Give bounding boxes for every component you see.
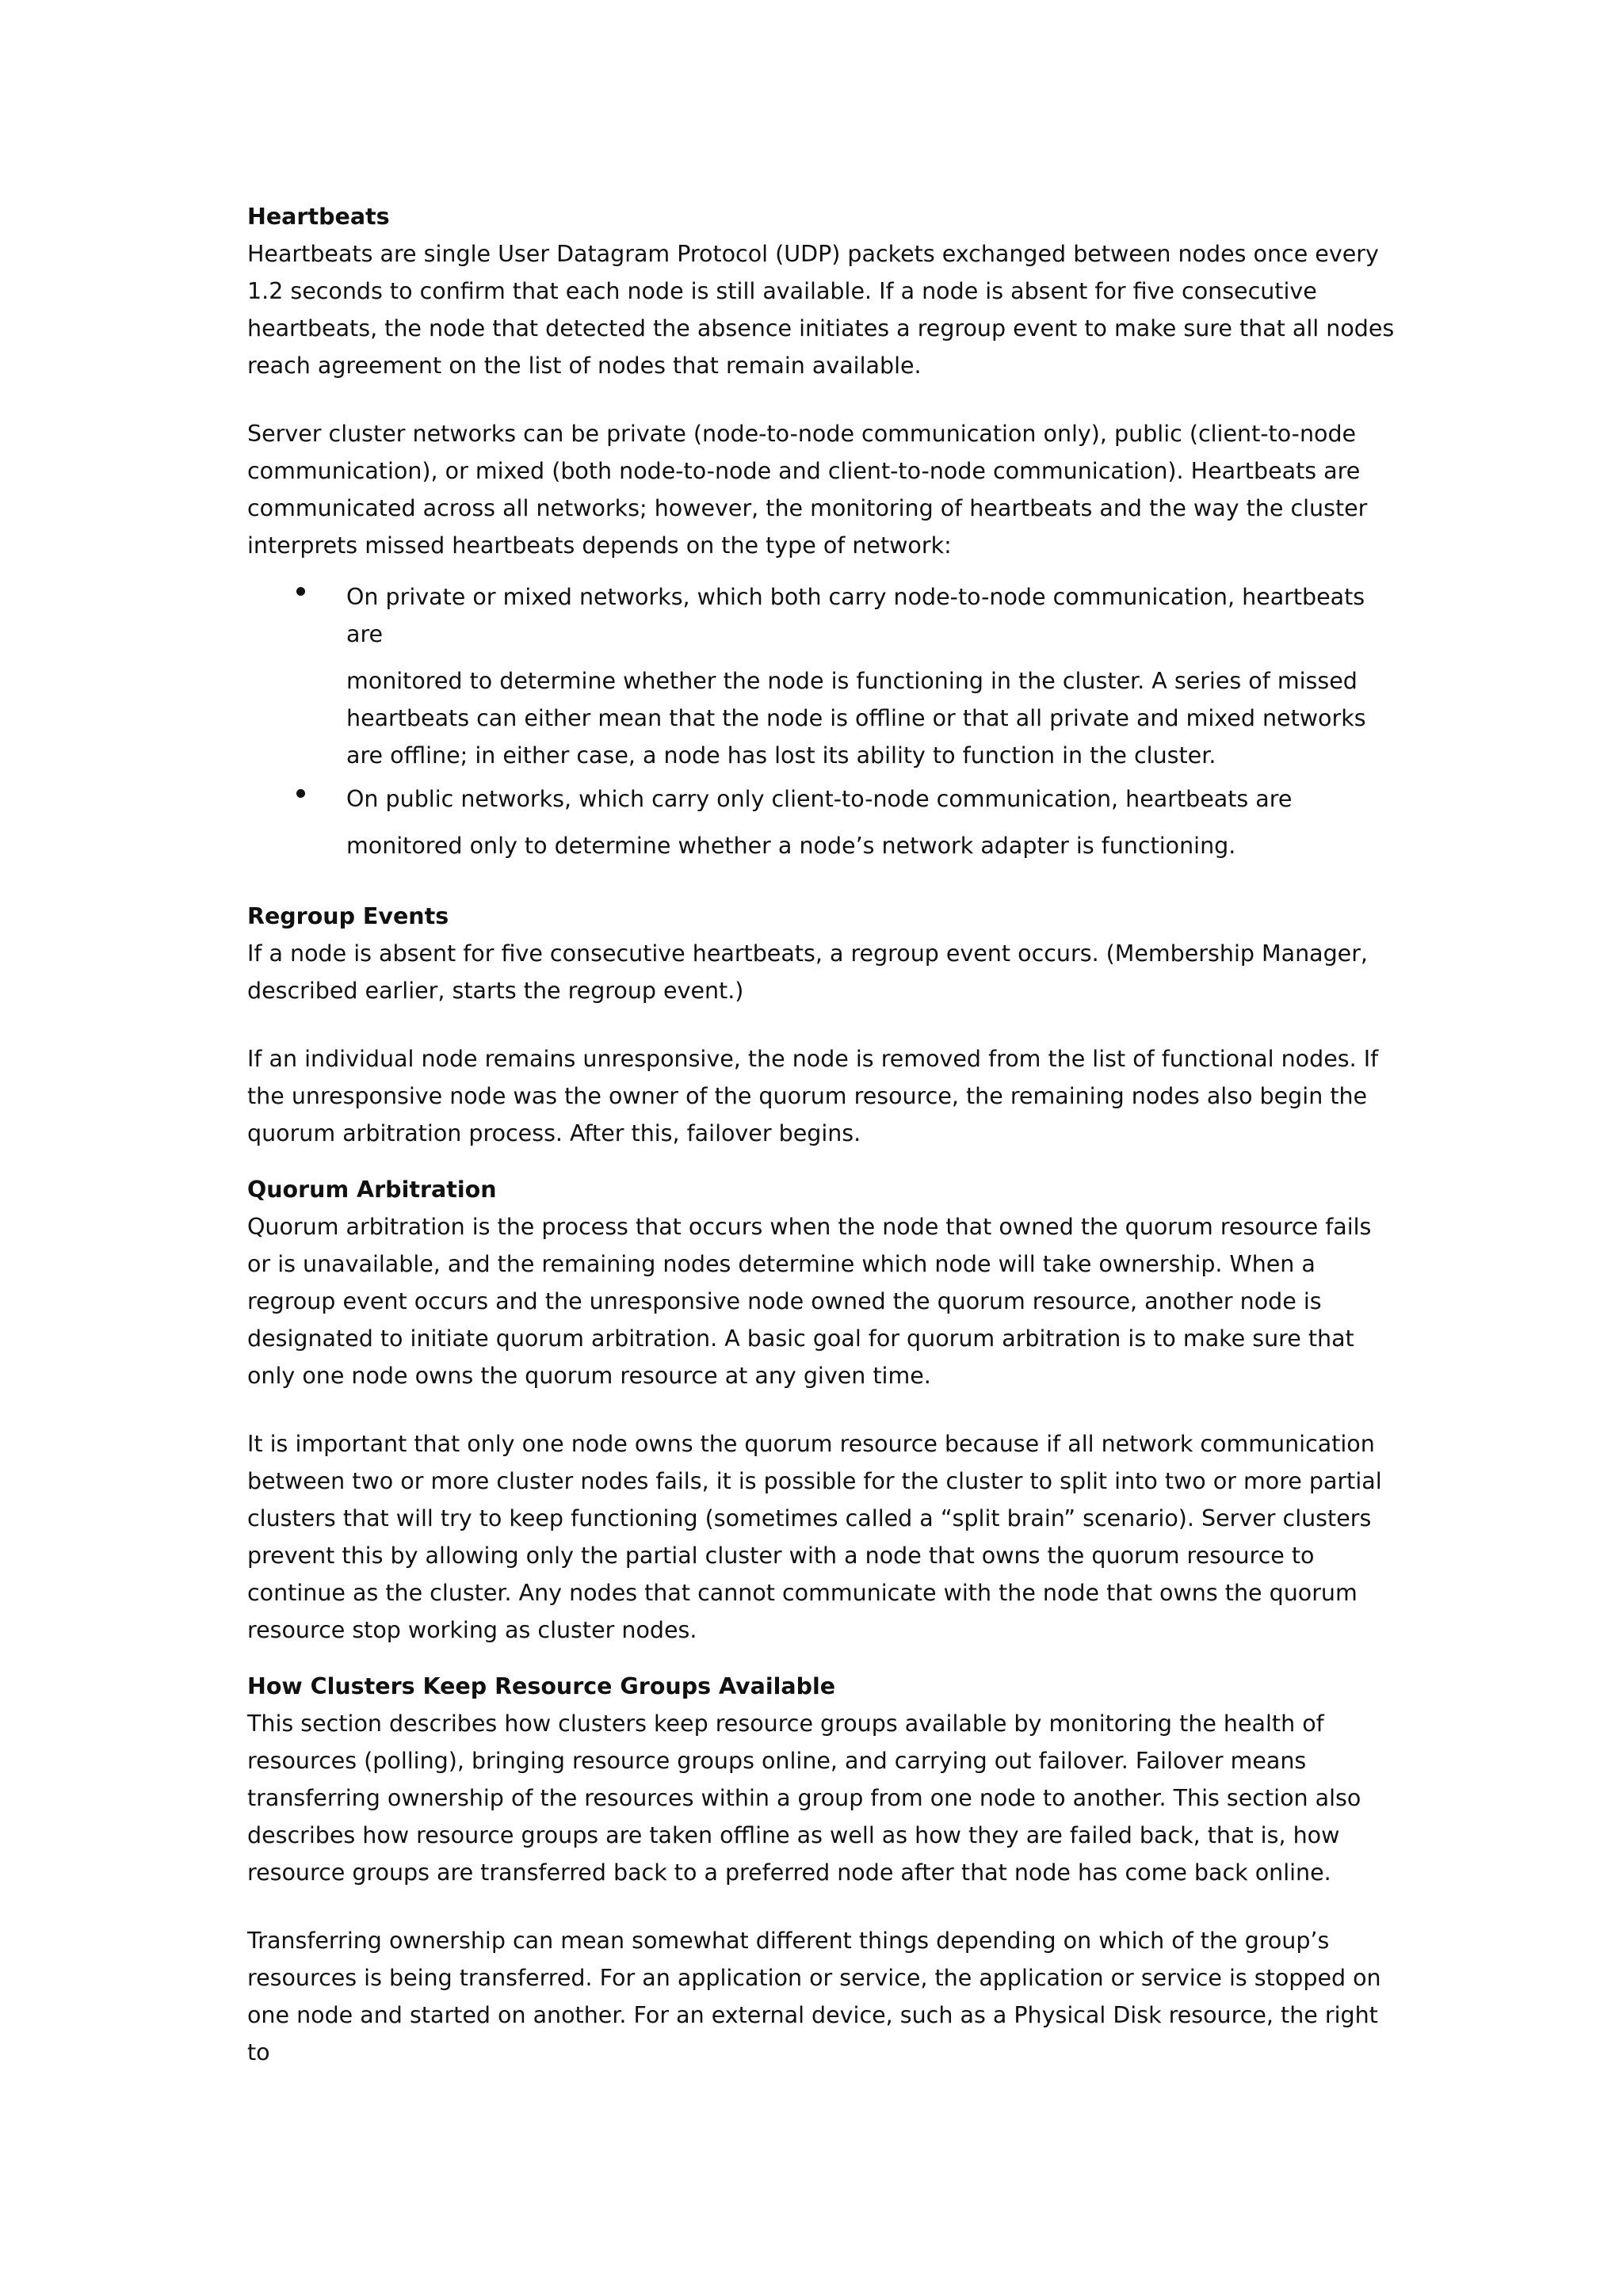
bullet-text: monitored only to determine whether a node’s network adapter is functioning. (346, 833, 1236, 859)
paragraph: If a node is absent for five consecutive heartbeats, a regroup event occurs. (Membership Manager, described earlier, starts the regroup event.) (247, 940, 1368, 1004)
paragraph: Server cluster networks can be private (node-to-node communication only), public (client-to-node communication), or mixed (both node-to-node and client-to-node communication). Heartbeats are communicated across all networks; however, the monitoring of heartbeats and the way the cluster interprets missed heartbeats depends on the type of network: (247, 421, 1368, 559)
section-heading: Quorum Arbitration (247, 1177, 497, 1203)
list-item (247, 780, 1396, 864)
bullet-text-first-line: On private or mixed networks, which both carry node-to-node communication, heartbeats are (346, 584, 1365, 647)
paragraph: Quorum arbitration is the process that occurs when the node that owned the quorum resource fails or is unavailable, and the remaining nodes determine which node will take ownership. When a regroup event occurs and the unresponsive node owned the quorum resource, another node is designated to initiate quorum arbitration. A basic goal for quorum arbitration is to make sure that only one node owns the quorum resource at any given time. (247, 1214, 1372, 1389)
bullet-text-first-line: On public networks, which carry only client-to-node communication, heartbeats are (346, 786, 1293, 812)
paragraph: If an individual node remains unresponsive, the node is removed from the list of functional nodes. If the unresponsive node was the owner of the quorum resource, the remaining nodes also begin the quorum arbitration process. After this, failover begins. (247, 1046, 1379, 1146)
section-heading: Regroup Events (247, 903, 449, 929)
bullet-dot-icon (296, 789, 305, 798)
paragraph: This section describes how clusters keep resource groups available by monitoring the health of resources (polling), bringing resource groups online, and carrying out failover. Failover means transferring ownership of the resources within a group from one node to another. This section also describes how resource groups are taken offline as well as how they are failed back, that is, how resource groups are transferred back to a preferred node after that node has come back online. (247, 1711, 1361, 1886)
list-item (247, 578, 1396, 774)
bullet-list (247, 578, 1396, 864)
bullet-text: monitored to determine whether the node is functioning in the cluster. A series of missed heartbeats can either mean that the node is offline or that all private and mixed networks are offline; in either case, a node has lost its ability to function in the cluster. (346, 668, 1366, 769)
section-heading: How Clusters Keep Resource Groups Available (247, 1673, 836, 1699)
section-quorum-arbitration (247, 1171, 1396, 1649)
paragraph: It is important that only one node owns the quorum resource because if all network communication between two or more cluster nodes fails, it is possible for the cluster to split into two or more partial clusters that will try to keep functioning (sometimes called a “split brain” scenario). Server clusters prevent this by allowing only the partial cluster with a node that owns the quorum resource to continue as the cluster. Any nodes that cannot communicate with the node that owns the quorum resource stop working as cluster nodes. (247, 1431, 1382, 1643)
section-resource-groups (247, 1668, 1396, 2071)
section-regroup-events (247, 898, 1396, 1152)
paragraph: Heartbeats are single User Datagram Protocol (UDP) packets exchanged between nodes once every 1.2 seconds to confirm that each node is still available. If a node is absent for five consecutive heartbeats, the node that detected the absence initiates a regroup event to make sure that all nodes reach agreement on the list of nodes that remain available. (247, 241, 1395, 379)
section-heartbeats (247, 198, 1396, 864)
paragraph: Transferring ownership can mean somewhat different things depending on which of the group’s resources is being transferred. For an application or service, the application or service is stopped on one node and started on another. For an external device, such as a Physical Disk resource, the right to (247, 1928, 1381, 2065)
document-body (247, 198, 1396, 2102)
bullet-dot-icon (296, 587, 305, 596)
section-heading: Heartbeats (247, 204, 390, 230)
